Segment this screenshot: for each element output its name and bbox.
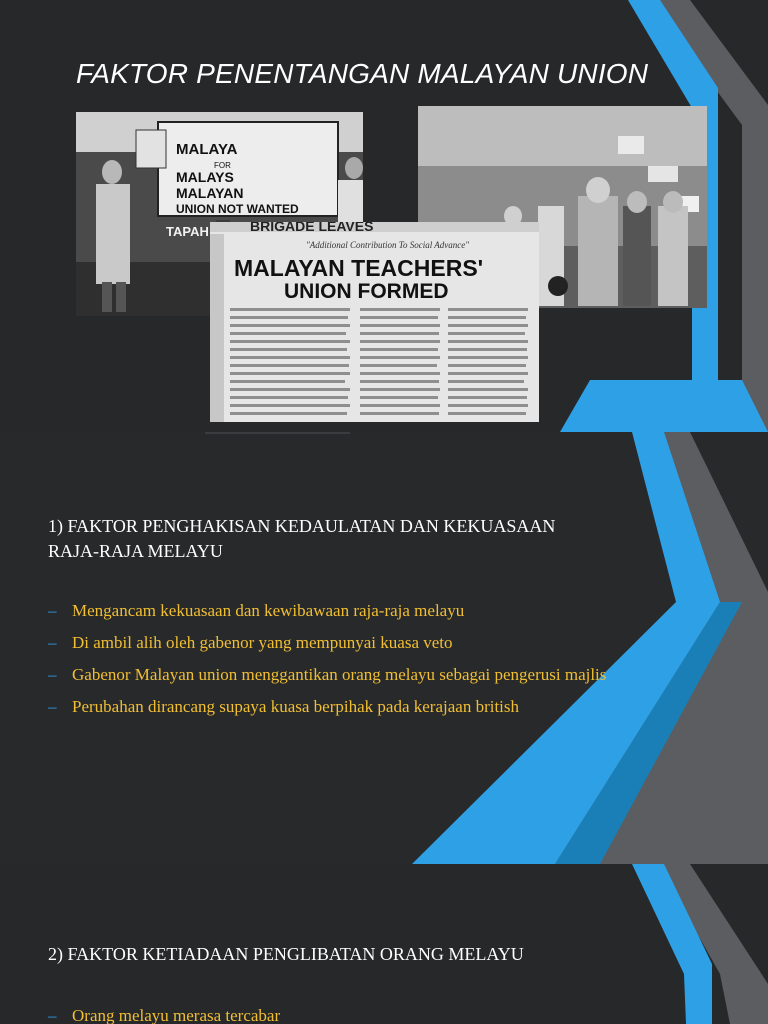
bullet-item	[48, 600, 648, 622]
bullet-item	[48, 664, 648, 686]
bullet-item	[48, 632, 648, 654]
clipping-subtitle: "Additional Contribution To Social Advance"	[306, 240, 470, 250]
sign-text-line5: UNION NOT WANTED	[176, 202, 299, 216]
bullet-text: Mengancam kekuasaan dan kewibawaan raja-raja melayu	[72, 601, 465, 620]
sign-text-line4: MALAYAN	[176, 185, 244, 201]
sign-text-line3: MALAYS	[176, 169, 234, 185]
slide-2	[0, 432, 768, 864]
newspaper-clipping	[210, 222, 539, 422]
divider-line	[205, 432, 350, 434]
bullet-text: Orang melayu merasa tercabar	[72, 1006, 281, 1024]
clipping-headline-2: UNION FORMED	[284, 280, 449, 303]
clipping-headline-1: MALAYAN TEACHERS'	[234, 255, 484, 281]
newspaper-clipping-image	[210, 222, 539, 422]
section-heading-1: 1) FAKTOR PENGHAKISAN KEDAULATAN DAN KEKUASAAN RAJA-RAJA MELAYU	[48, 516, 556, 561]
bullet-text: Di ambil alih oleh gabenor yang mempunyai kuasa veto	[72, 633, 453, 652]
bullet-marker: –	[48, 1006, 57, 1024]
bullet-marker: –	[48, 665, 57, 684]
section-heading-2: 2) FAKTOR KETIADAAN PENGLIBATAN ORANG MELAYU	[48, 944, 524, 964]
bullet-item	[48, 696, 648, 718]
slide-3	[0, 864, 768, 1024]
slide-title: FAKTOR PENENTANGAN MALAYAN UNION	[76, 58, 649, 89]
clipping-top-banner: BRIGADE LEAVES	[250, 222, 374, 234]
sign-text-line2: FOR	[214, 161, 231, 170]
sign-text-line1: MALAYA	[176, 141, 238, 158]
bullet-text: Gabenor Malayan union menggantikan orang melayu sebagai pengerusi majlis	[72, 665, 607, 684]
bullet-marker: –	[48, 633, 57, 652]
tapah-sign: TAPAH	[166, 224, 209, 239]
bullet-text: Perubahan dirancang supaya kuasa berpihak pada kerajaan british	[72, 697, 520, 716]
bullet-marker: –	[48, 697, 57, 716]
bullet-item	[48, 1005, 648, 1024]
bullet-list-2	[48, 1005, 648, 1024]
bullet-list-1	[48, 600, 648, 728]
slide-1	[0, 0, 768, 432]
bullet-marker: –	[48, 601, 57, 620]
